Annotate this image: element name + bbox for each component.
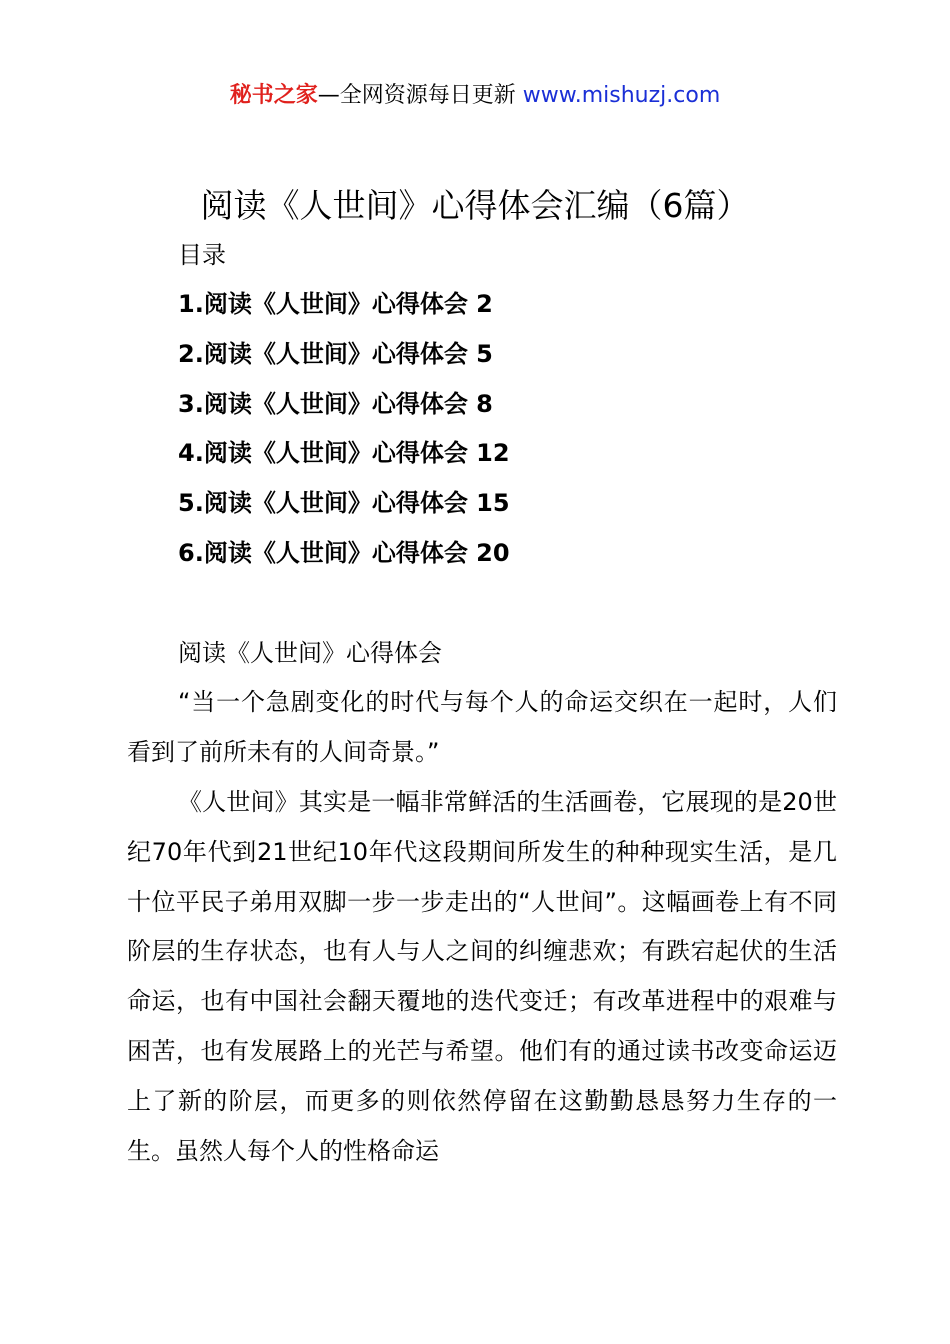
toc-item-5[interactable]: 5.阅读《人世间》心得体会 15 [178,489,510,518]
toc-item-3[interactable]: 3.阅读《人世间》心得体会 8 [178,389,493,418]
header-tagline: —全网资源每日更新 [317,83,516,108]
site-header [0,80,950,112]
toc-item-1[interactable]: 1.阅读《人世间》心得体会 2 [178,290,493,318]
document-title: 阅读《人世间》心得体会汇编（6篇） [200,186,750,225]
toc-item-2[interactable]: 2.阅读《人世间》心得体会 5 [178,339,493,368]
site-url-link[interactable]: www.mishuzj.com [522,83,721,108]
paragraph-quote: “当一个急剧变化的时代与每个人的命运交织在一起时，人们看到了前所未有的人间奇景。” [127,688,837,766]
toc-item-4[interactable]: 4.阅读《人世间》心得体会 12 [178,439,510,468]
section-heading: 阅读《人世间》心得体会 [178,639,442,667]
paragraph-body: 《人世间》其实是一幅非常鲜活的生活画卷，它展现的是20世纪70年代到21世纪10年代这段期间所发生的种种现实生活，是几十位平民子弟用双脚一步一步走出的“人世间”。这幅画卷上有不同阶层的生存状态，也有人与人之间的纠缠悲欢；有跌宕起伏的生活命运，也有中国社会翻天覆地的迭代变迁；有改革进程中的艰难与困苦，也有发展路上的光芒与希望。他们有的通过读书改变命运迈上了新的阶层，而更多的则依然停留在这勤勤恳恳努力生存的一生。虽然人每个人的性格命运 [127,788,837,1165]
table-of-contents [178,286,510,585]
toc-heading: 目录 [178,241,226,269]
toc-item-6[interactable]: 6.阅读《人世间》心得体会 20 [178,538,510,567]
brand-name: 秘书之家 [229,83,318,108]
